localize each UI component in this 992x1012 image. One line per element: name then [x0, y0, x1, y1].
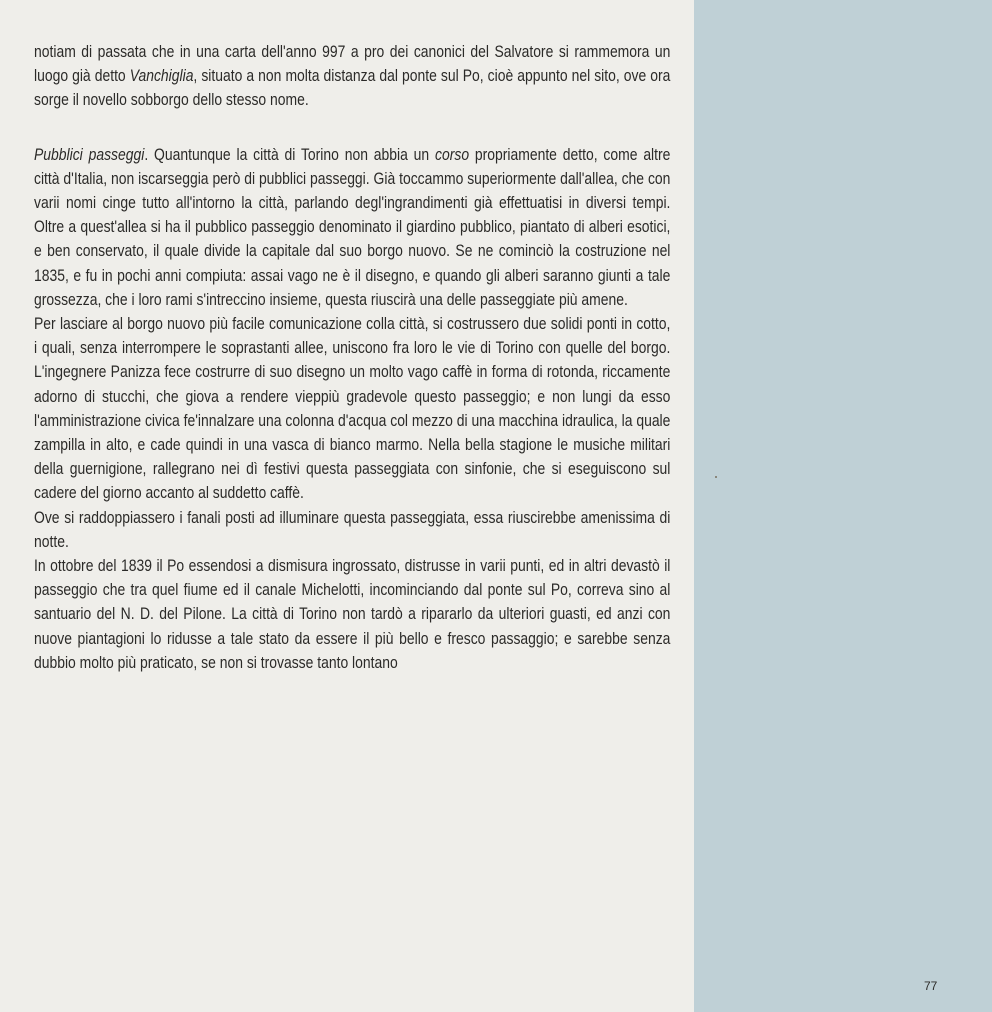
text-run: notiam di passata che in una carta dell'anno 997 a pro dei canonici del Salvatore si rammemora un luogo già detto — [34, 43, 671, 86]
text-run: propriamente detto, come altre città d'Italia, non iscarseggia però di pubblici passeggi. Già toccammo superiormente dall'allea, che con varii nomi cinge tutto all'intorno la città, parlando degl'ingrandimenti già effettuatisi in diversi tempi. Oltre a quest'allea si ha il pubblico passeggio denominato il giardino pubblico, piantato di alberi esotici, e ben conservato, il quale divide la capitale dal suo borgo nuovo. Se ne cominciò la costruzione nel 1835, e fu in pochi anni compiuta: assai vago ne è il disegno, e quando gli alberi saranno giunti a tale grossezza, che i loro rami s'intreccino insieme, questa riuscirà una delle passeggiate più amene. — [34, 145, 671, 309]
italic-run: Pubblici passeggi — [34, 145, 145, 164]
text-run: Ove si raddoppiassero i fanali posti ad illuminare questa passeggiata, essa riuscirebbe amenissima di notte. — [34, 508, 671, 551]
italic-run: corso — [435, 145, 470, 164]
paragraph — [34, 40, 670, 113]
text-run: , situato a non molta distanza dal ponte sul Po, cioè appunto nel sito, ove ora sorge il novello sobborgo dello stesso nome. — [34, 67, 671, 110]
blue-margin-band — [694, 0, 992, 1012]
paragraph — [34, 143, 670, 312]
paragraph — [34, 506, 670, 554]
paragraph-gap — [34, 113, 670, 143]
paragraph — [34, 554, 670, 675]
text-run: . Quantunque la città di Torino non abbia un — [144, 145, 436, 164]
text-run: Per lasciare al borgo nuovo più facile comunicazione colla città, si costrussero due solidi ponti in cotto, i quali, senza interrompere le soprastanti allee, uniscono fra loro le vie di Torino con quelle del borgo. L'ingegnere Panizza fece costrurre di suo disegno un molto vago caffè in forma di rotonda, riccamente adorno di stucchi, che giova a rendere vieppiù gradevole questo passeggio; e non lungi da esso l'amministrazione civica fe'innalzare una colonna d'acqua col mezzo di una macchina idraulica, la quale zampilla in alto, e cade quindi in una vasca di bianco marmo. Nella bella stagione le musiche militari della guernigione, rallegrano nei dì festivi questa passeggiata con sinfonie, che si eseguiscono sul cadere del giorno accanto al suddetto caffè. — [34, 315, 671, 503]
page-number: 77 — [924, 979, 938, 993]
paragraph — [34, 312, 670, 506]
text-run: In ottobre del 1839 il Po essendosi a dismisura ingrossato, distrusse in varii punti, ed in altri devastò il passeggio che tra quel fiume ed il canale Michelotti, incominciando dal ponte sul Po, correva sino al santuario del N. D. del Pilone. La città di Torino non tardò a ripararlo da ulteriori guasti, ed anzi con nuove piantagioni lo ridusse a tale stato da essere il più bello e fresco passaggio; e sarebbe senza dubbio molto più praticato, se non si trovasse tanto lontano — [34, 557, 671, 672]
paper-speck — [715, 476, 717, 478]
body-text — [34, 40, 670, 675]
italic-run: Vanchiglia — [129, 67, 194, 86]
